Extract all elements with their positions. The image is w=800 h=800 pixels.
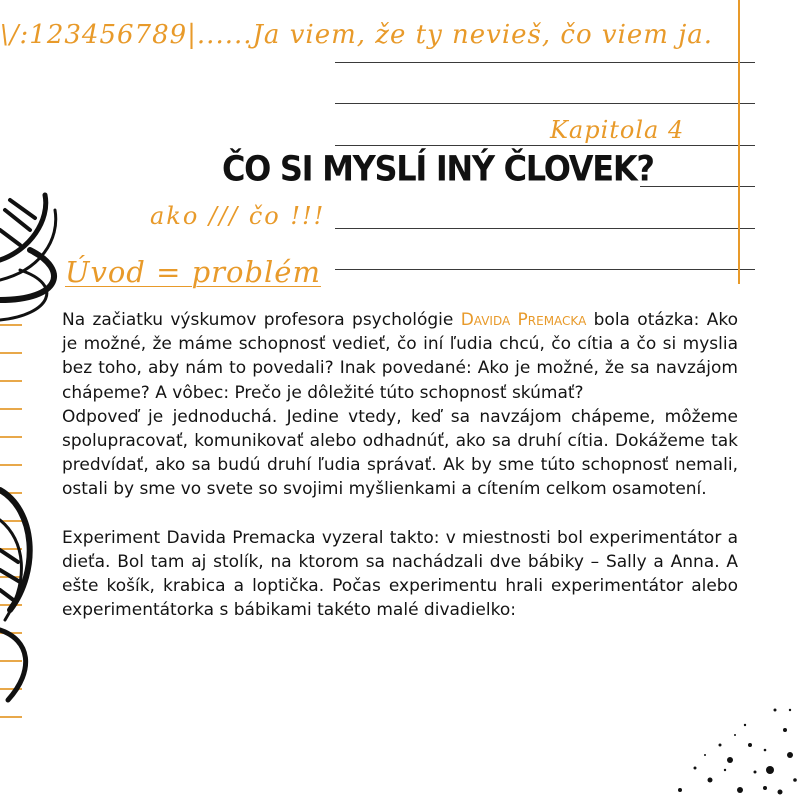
margin-tick — [0, 716, 22, 718]
paragraph-text: bola otázka: Ako je možné, že máme schopnosť vedieť, čo iní ľudia chcú, čo cítia a čo si myslia bez toho, aby nám to povedali? Inak povedané: Ako je možné, že sa navzájom chápeme? A vôbec: Prečo je dôležité túto schopnosť skúmať? — [62, 310, 738, 403]
paragraph: Odpoveď je jednoduchá. Jedine vtedy, keď sa navzájom chápeme, môžeme spolupracovať, komunikovať alebo odhadnúť, ako sa druhí cítia. Dokážeme tak predvídať, ako sa budú druhí ľudia správať. Ak by sme túto schopnosť nemali, ostali by sme vo svete so svojimi myšlienkami a cítením celkom osamotení. — [62, 406, 738, 500]
chapter-label: Kapitola 4 — [550, 116, 685, 144]
page-title: ČO SI MYSLÍ INÝ ČLOVEK? — [222, 148, 654, 190]
paragraph — [62, 308, 738, 405]
ruled-line — [335, 103, 755, 104]
handwritten-line: \/:123456789|......Ja viem, že ty nevieš, čo viem ja. — [0, 20, 714, 50]
ruled-line — [335, 228, 755, 229]
paragraph-text: Na začiatku výskumov profesora psychológie — [62, 310, 461, 330]
body-text — [62, 308, 738, 622]
ruled-line — [335, 145, 755, 146]
paragraph-gap — [62, 502, 738, 526]
section-heading: Úvod = problém — [65, 255, 321, 289]
ruled-line — [335, 269, 755, 270]
highlighted-name: Davida Premacka — [460, 310, 587, 330]
ink-splatter-decoration — [580, 650, 800, 800]
handwritten-subtitle: ako /// čo !!! — [150, 202, 326, 230]
ruled-line — [335, 62, 755, 63]
margin-line — [738, 0, 740, 284]
paragraph: Experiment Davida Premacka vyzeral takto: v miestnosti bol experimentátor a dieťa. Bol tam aj stolík, na ktorom sa nachádzali dve bábiky – Sally a Anna. A ešte košík, krabica a loptička. Počas experimentu hrali experimentátor alebo experimentátorka s bábikami takéto malé divadielko: — [62, 527, 738, 621]
